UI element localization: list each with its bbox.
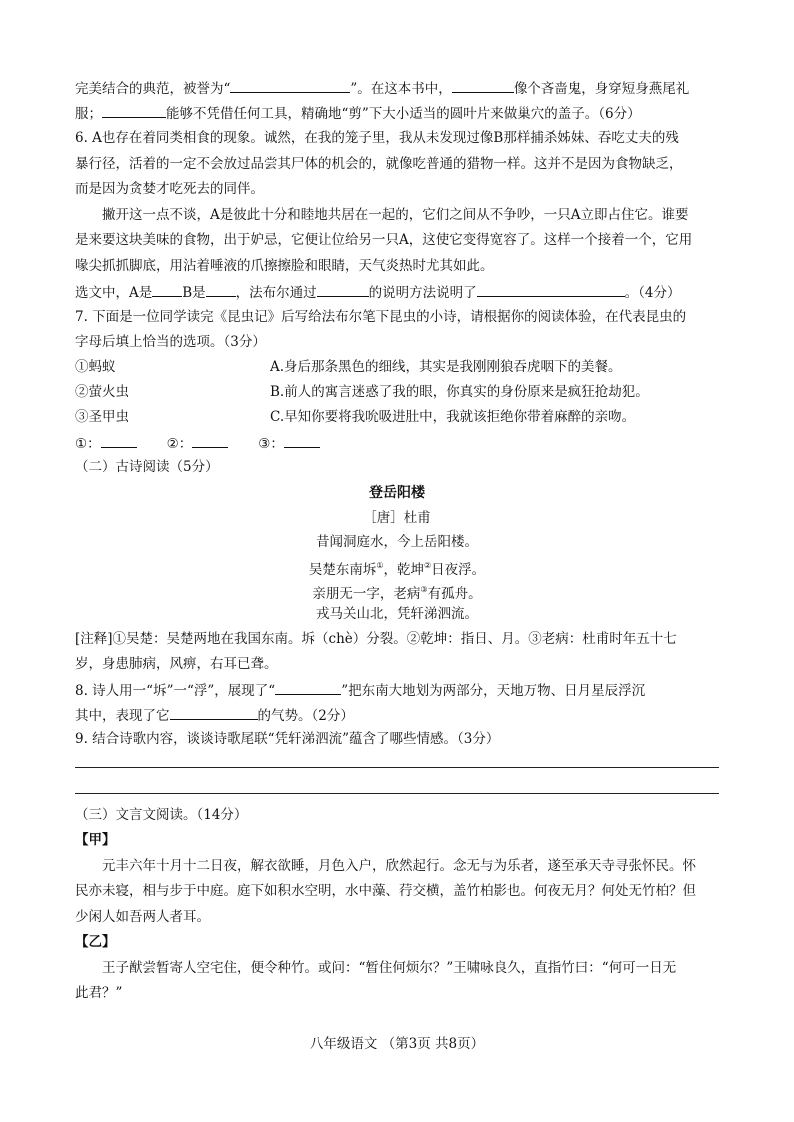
answer-line[interactable] [75,767,719,768]
q6-text: ，法布尔通过 [235,285,317,301]
jia-line-2: 民亦未寝，相与步于中庭。庭下如积水空明，水中藻、荇交横，盖竹柏影也。何夜无月？何处无竹柏？但 [75,883,696,899]
answer-blank[interactable] [452,78,514,93]
q6-line-4: 撇开这一点不谈，A是彼此十分和睦地共居在一起的，它们之间从不争吵，一只A立即占住它。谁要 [102,207,689,223]
section-heading-poem: （二）古诗阅读（5分） [75,459,219,475]
q5-text: 能够不凭借任何工具，精确地“剪”下大小适当的圆叶片来做巢穴的盖子。（6分） [166,106,641,122]
q5-line-2 [75,103,641,123]
answer-blank[interactable] [230,78,350,93]
q6-text: 。（4分） [624,285,681,301]
q6-line-5: 是来要这块美味的食物，出于妒忌，它便让位给另一只A，这使它变得宽容了。这样一个接着一个，它用 [75,232,693,248]
q9-line-1: 9. 结合诗歌内容，谈谈诗歌尾联“凭轩涕泗流”蕴含了哪些情感。（3分） [75,731,500,747]
q7-option-a: A.身后那条黑色的细线，其实是我刚刚狼吞虎咽下的美餐。 [270,359,622,375]
answer-blank[interactable] [317,282,369,297]
q7-insect-ant: ①蚂蚁 [75,359,116,375]
q5-text: 服； [75,106,102,122]
answer-line[interactable] [75,793,719,794]
poem-line-1: 昔闻洞庭水，今上岳阳楼。 [316,534,478,550]
footnote-mark: ① [376,561,384,570]
yi-line-1: 王子猷尝暂寄人空宅住，便令种竹。或问：“暂住何烦尔？”王啸咏良久，直指竹曰：“何可一日无 [102,960,677,976]
answer-blank[interactable] [170,705,258,720]
q7-option-b: B.前人的寓言迷惑了我的眼，你真实的身份原来是疯狂抢劫犯。 [270,384,649,400]
q7-line-2: 字母后填上恰当的选项。（3分） [75,334,266,350]
q7-line-1: 7. 下面是一位同学读完《昆虫记》后写给法布尔笔下昆虫的小诗，请根据你的阅读体验，在代表昆虫的 [75,309,687,325]
q7-answer-label: ③： [258,436,284,452]
q8-line-1 [75,680,645,700]
poem-text: 有孤舟。 [427,586,482,602]
poem-text: 吴楚东南坼 [308,562,377,578]
q7-answer-label: ②： [166,436,193,452]
q8-text: 的气势。（2分） [257,708,354,724]
q5-line-1 [75,78,689,98]
answer-blank[interactable] [192,433,228,448]
answer-blank[interactable] [284,433,320,448]
q8-text: ”把东南大地划为两部分，天地万物、日月星辰浮沉 [341,683,646,699]
q5-text: 完美结合的典范，被誉为“ [75,81,231,97]
poem-title: 登岳阳楼 [369,485,425,501]
q5-text: 像个吝啬鬼，身穿短身燕尾礼 [513,81,690,97]
answer-blank[interactable] [102,103,166,118]
jia-line-1: 元丰六年十月十二日夜，解衣欲睡，月色入户，欣然起行。念无与为乐者，遂至承天寺寻张怀民。怀 [102,858,696,874]
poem-note-2: 岁，身患肺病，风痹，右耳已聋。 [75,656,278,672]
q6-text: 选文中，A是 [75,285,153,301]
q7-answer-label: ①： [75,436,101,452]
q7-answers [75,433,320,453]
q6-question [75,282,681,302]
answer-blank[interactable] [477,282,625,297]
q6-line-2: 暴行径，活着的一定不会放过品尝其尸体的机会的，就像吃普通的猎物一样。这并不是因为食物缺乏， [75,156,683,172]
q6-line-1: 6. A也存在着同类相食的现象。诚然，在我的笼子里，我从未发现过像B那样捕杀姊妹、吞吃丈夫的残 [75,130,679,146]
answer-blank[interactable] [206,282,236,297]
q7-insect-scarab: ③圣甲虫 [75,409,129,425]
poem-line-3 [0,581,794,603]
q5-text: ”。在这本书中， [350,81,452,97]
poem-note-1: [注释]①吴楚：吴楚两地在我国东南。坼（chè）分裂。②乾坤：指日、月。③老病：杜甫时年五十七 [75,631,677,647]
q6-text: B是 [182,285,206,301]
page-footer: 八年级语文 （第3页 共8页） [309,1036,485,1052]
q7-insect-firefly: ②萤火虫 [75,384,129,400]
poem-text: ，乾坤 [383,562,424,578]
q6-line-3: 而是因为贪婪才吃死去的同伴。 [75,181,264,197]
poem-author: ［唐］杜甫 [363,510,431,526]
answer-blank[interactable] [101,433,137,448]
section-heading-classical: （三）文言文阅读。（14分） [75,807,248,823]
q8-line-2 [75,705,354,725]
jia-line-3: 少闲人如吾两人者耳。 [75,909,210,925]
q7-option-c: C.早知你要将我吮吸进肚中，我就该拒绝你带着麻醉的亲吻。 [270,409,636,425]
q6-text: 的说明方法说明了 [368,285,477,301]
passage-label-yi: 【乙】 [75,934,116,950]
poem-text: 日夜浮。 [431,562,486,578]
q8-text: 8. 诗人用一“坼”一“浮”，展现了“ [75,683,276,699]
poem-text: 亲朋无一字，老病 [312,586,421,602]
q8-text: 其中，表现了它 [75,708,170,724]
poem-line-2 [0,557,794,579]
footnote-mark: ③ [420,585,428,594]
yi-line-2: 此君？” [75,985,123,1001]
poem-line-4: 戎马关山北，凭轩涕泗流。 [316,606,478,622]
answer-blank[interactable] [152,282,182,297]
q6-line-6: 喙尖抓抓脚底，用沾着唾液的爪擦擦脸和眼睛，天气炎热时尤其如此。 [75,258,494,274]
passage-label-jia: 【甲】 [75,832,116,848]
answer-blank[interactable] [275,680,341,695]
footnote-mark: ② [424,561,432,570]
